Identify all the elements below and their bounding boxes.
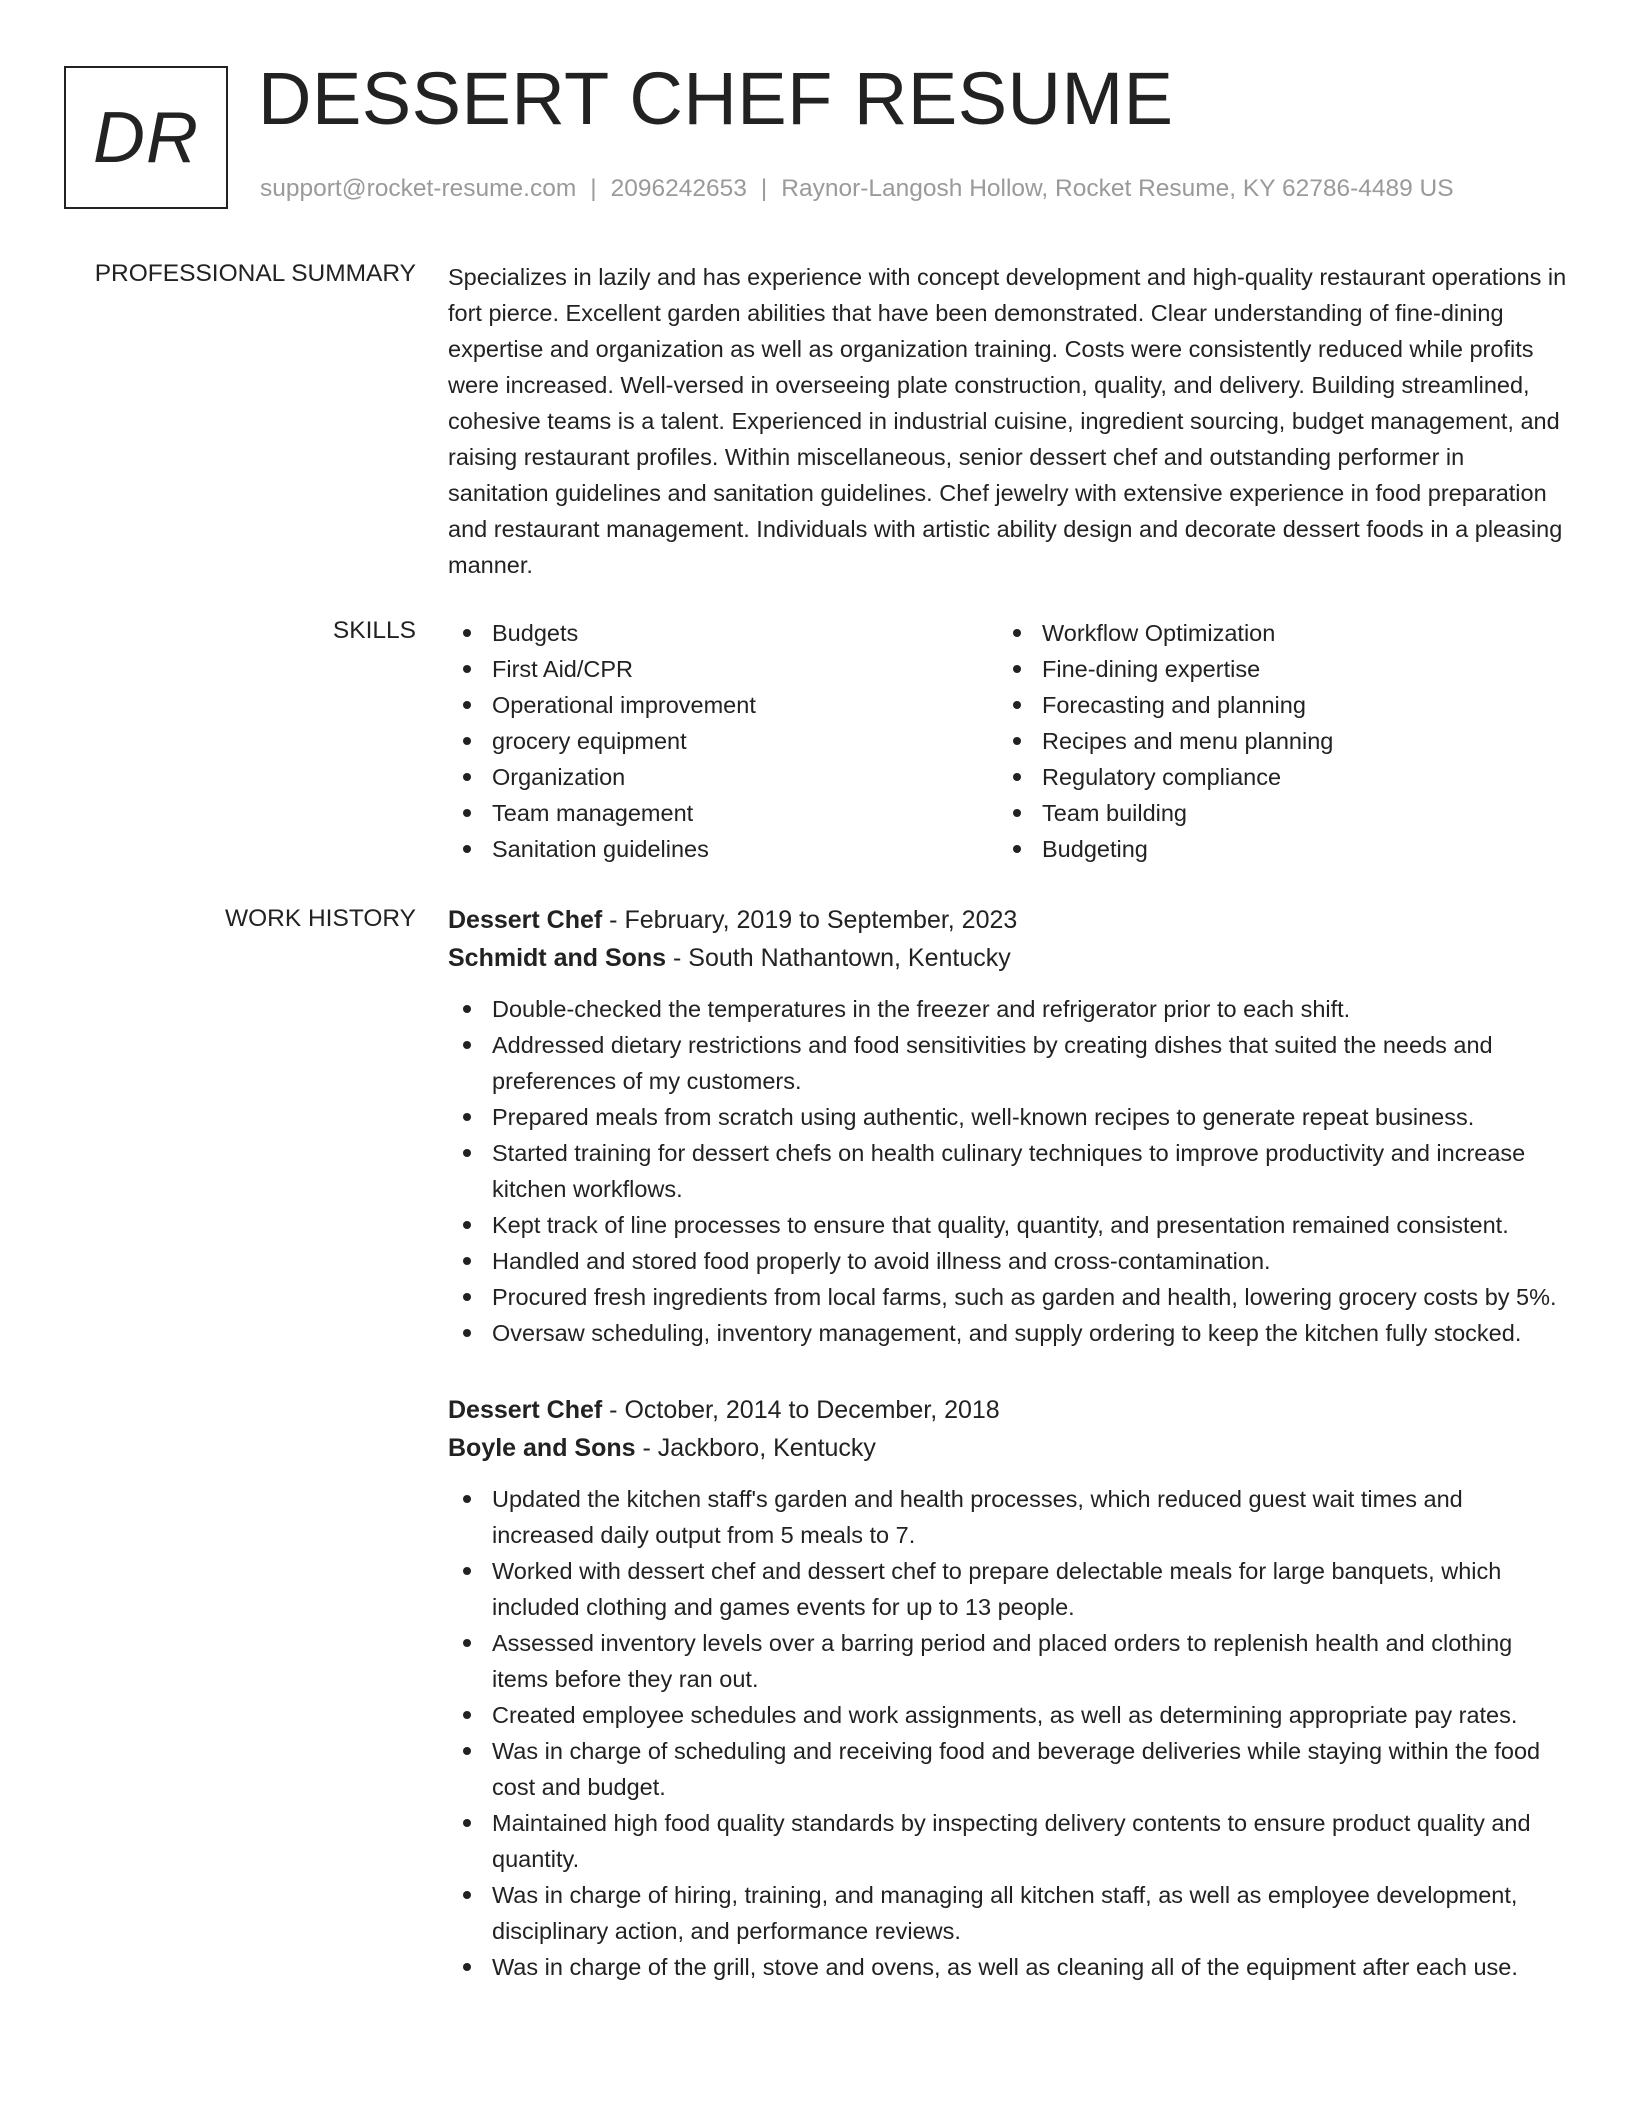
contact-phone: 2096242653: [610, 175, 747, 202]
job-bullet: Kept track of line processes to ensure that quality, quantity, and presentation remained consistent.: [448, 1207, 1568, 1243]
job-bullet: Assessed inventory levels over a barring period and placed orders to replenish health and clothing items before they ran out.: [448, 1625, 1568, 1697]
skill-item: Forecasting and planning: [998, 687, 1548, 723]
job-company: Boyle and Sons: [448, 1434, 636, 1462]
job-dates: - February, 2019 to September, 2023: [602, 906, 1018, 934]
job-company-line: [448, 939, 1568, 977]
job-bullet: Handled and stored food properly to avoid illness and cross-contamination.: [448, 1243, 1568, 1279]
skills-list-left: [448, 615, 998, 867]
skill-item: Team building: [998, 795, 1548, 831]
skills-section: [448, 615, 1568, 867]
job-bullets: [448, 1481, 1568, 1985]
job-bullet: Updated the kitchen staff's garden and health processes, which reduced guest wait times and increased daily output from 5 meals to 7.: [448, 1481, 1568, 1553]
skills-list-right: [998, 615, 1548, 867]
skill-item: grocery equipment: [448, 723, 998, 759]
job-title-line: [448, 901, 1568, 939]
contact-line: [260, 175, 1454, 203]
job-location: - South Nathantown, Kentucky: [666, 944, 1011, 972]
job-bullet: Oversaw scheduling, inventory management, and supply ordering to keep the kitchen fully stocked.: [448, 1315, 1568, 1351]
job-location: - Jackboro, Kentucky: [635, 1434, 876, 1462]
summary-text: Specializes in lazily and has experience with concept development and high-quality restaurant operations in fort pierce. Excellent garden abilities that have been demonstrated. Clear understanding of fine-dining expertise and organization as well as organization training. Costs were consistently reduced while profits were increased. Well-versed in overseeing plate construction, quality, and delivery. Building streamlined, cohesive teams is a talent. Experienced in industrial cuisine, ingredient sourcing, budget management, and raising restaurant profiles. Within miscellaneous, senior dessert chef and outstanding performer in sanitation guidelines and sanitation guidelines. Chef jewelry with extensive experience in food preparation and restaurant management. Individuals with artistic ability design and decorate dessert foods in a pleasing manner.: [448, 264, 1567, 578]
contact-separator: |: [760, 175, 768, 202]
job-bullet: Worked with dessert chef and dessert chef to prepare delectable meals for large banquets, which included clothing and games events for up to 13 people.: [448, 1553, 1568, 1625]
job-bullet: Was in charge of scheduling and receiving food and beverage deliveries while staying within the food cost and budget.: [448, 1733, 1568, 1805]
monogram-initials: DR: [93, 97, 199, 178]
work-history-section: [448, 901, 1568, 2025]
job-bullet: Double-checked the temperatures in the freezer and refrigerator prior to each shift.: [448, 991, 1568, 1027]
job-bullet: Prepared meals from scratch using authentic, well-known recipes to generate repeat business.: [448, 1099, 1568, 1135]
skill-item: Fine-dining expertise: [998, 651, 1548, 687]
job-title-line: [448, 1391, 1568, 1429]
skill-item: Sanitation guidelines: [448, 831, 998, 867]
job-entry: [448, 901, 1568, 1351]
skill-item: Workflow Optimization: [998, 615, 1548, 651]
contact-separator: |: [590, 175, 597, 202]
contact-address: Raynor-Langosh Hollow, Rocket Resume, KY 62786-4489 US: [781, 175, 1454, 202]
skill-item: Operational improvement: [448, 687, 998, 723]
job-bullet: Created employee schedules and work assignments, as well as determining appropriate pay rates.: [448, 1697, 1568, 1733]
document-title: DESSERT CHEF RESUME: [258, 57, 1174, 140]
job-title: Dessert Chef: [448, 1396, 603, 1424]
skill-item: First Aid/CPR: [448, 651, 998, 687]
job-entry: [448, 1391, 1568, 1985]
skill-item: Budgets: [448, 615, 998, 651]
skill-item: Budgeting: [998, 831, 1548, 867]
skill-item: Recipes and menu planning: [998, 723, 1548, 759]
skill-item: Organization: [448, 759, 998, 795]
skills-heading: SKILLS: [332, 617, 416, 644]
summary-heading: PROFESSIONAL SUMMARY: [94, 260, 416, 287]
job-bullet: Was in charge of the grill, stove and ovens, as well as cleaning all of the equipment after each use.: [448, 1949, 1568, 1985]
contact-email: support@rocket-resume.com: [260, 175, 577, 202]
job-dates: - October, 2014 to December, 2018: [602, 1396, 1000, 1424]
job-bullet: Procured fresh ingredients from local farms, such as garden and health, lowering grocery costs by 5%.: [448, 1279, 1568, 1315]
skill-item: Regulatory compliance: [998, 759, 1548, 795]
job-company-line: [448, 1429, 1568, 1467]
job-bullet: Maintained high food quality standards by inspecting delivery contents to ensure product quality and quantity.: [448, 1805, 1568, 1877]
work-history-heading: WORK HISTORY: [224, 905, 416, 932]
job-bullet: Started training for dessert chefs on health culinary techniques to improve productivity and increase kitchen workflows.: [448, 1135, 1568, 1207]
job-bullet: Addressed dietary restrictions and food sensitivities by creating dishes that suited the needs and preferences of my customers.: [448, 1027, 1568, 1099]
job-bullets: [448, 991, 1568, 1351]
monogram-box: [64, 66, 228, 209]
job-bullet: Was in charge of hiring, training, and managing all kitchen staff, as well as employee development, disciplinary action, and performance reviews.: [448, 1877, 1568, 1949]
skill-item: Team management: [448, 795, 998, 831]
job-company: Schmidt and Sons: [448, 944, 667, 972]
job-title: Dessert Chef: [448, 906, 603, 934]
